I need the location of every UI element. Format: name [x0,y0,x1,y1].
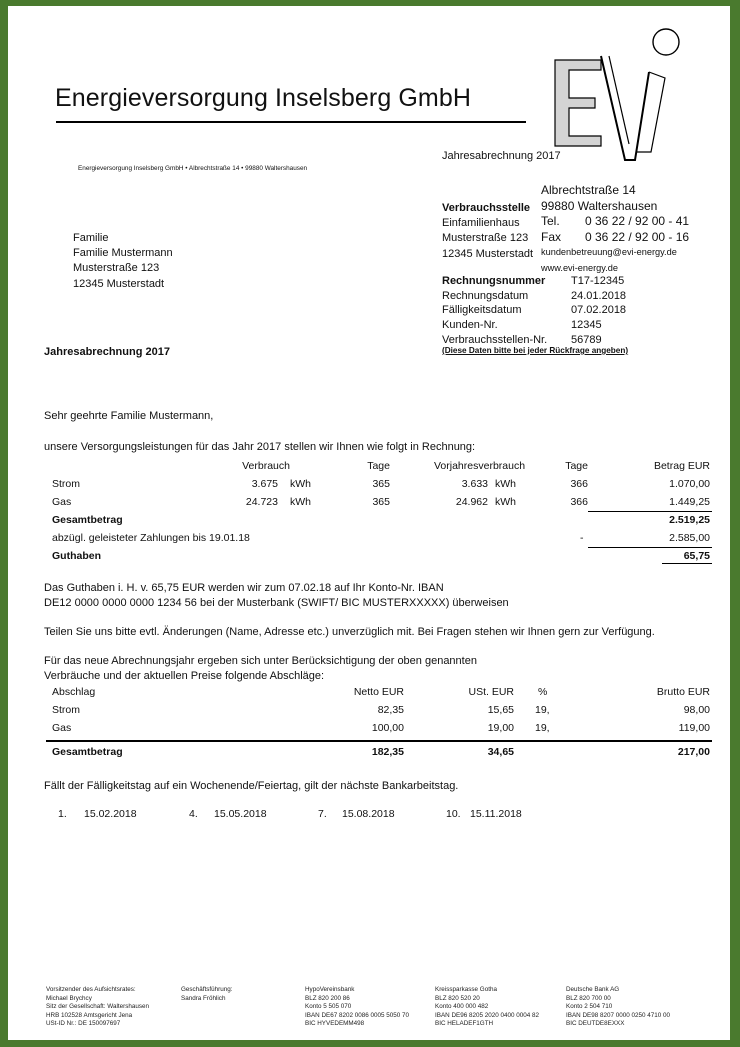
company-title: Energieversorgung Inselsberg GmbH [55,84,472,112]
col-header-netto: Netto EUR [353,686,404,698]
verbrauchsstelle-city: 12345 Musterstadt [442,247,534,260]
contact-tel: Tel. 0 36 22 / 92 00 - 41 [541,214,690,228]
paid-label: abzügl. geleisteter Zahlungen bis 19.01.18 [52,532,250,544]
credit-label: Guthaben [52,550,101,562]
row-tage: 365 [372,496,390,508]
abschlag-intro-line1: Für das neue Abrechnungsjahr ergeben sich unter Berücksichtigung der oben genannten [44,655,477,667]
credit-rule [588,547,712,548]
col-header-brutto: Brutto EUR [656,686,710,698]
abschlag-total-rule [46,740,712,742]
sender-address-line: Energieversorgung Inselsberg GmbH • Albrechtstraße 14 • 99880 Waltershausen [78,165,308,172]
invoice-info-values [571,274,626,348]
row-unit2: kWh [495,478,516,490]
footer-line: BLZ 820 520 20 [435,994,480,1002]
invoice-number: T17-12345 [571,275,625,287]
contact-web: www.evi-energy.de [541,262,618,273]
footer-line: BIC DEUTDE8EXXX [566,1020,625,1028]
footer-line: IBAN DE67 8202 0086 0005 5050 70 [305,1011,409,1019]
invoice-date-label: Rechnungsdatum [442,289,529,302]
due-date-number: 1. [58,808,67,820]
footer-line: HypoVereinsbank [305,986,355,993]
recipient-address [73,231,173,292]
footer-col-board [46,986,149,1029]
col-header-tage2: Tage [565,460,588,472]
verbrauchsstelle-label: Verbrauchsstelle [442,202,531,214]
due-date: 07.02.2018 [571,304,627,317]
row-brutto: 119,00 [678,722,710,734]
row-betrag: 1.449,25 [669,496,710,508]
customer-number-label: Kunden-Nr. [442,319,498,332]
row-vorjahr: 24.962 [455,496,488,508]
row-name: Gas [52,496,72,508]
row-verbrauch: 3.675 [251,478,278,490]
row-unit: kWh [290,478,311,490]
invoice-number-label: Rechnungsnummer [442,275,546,287]
col-header-ust: USt. EUR [468,686,514,698]
verbrauchsstelle-block [442,201,533,262]
recipient-line: Familie [73,232,109,244]
contact-email: kundenbetreuung@evi-energy.de [541,247,677,257]
footer-line: Sitz der Gesellschaft: Waltershausen [46,1003,150,1011]
footer-line: USt-ID Nr.: DE 150097697 [46,1020,121,1028]
due-date-value: 15.08.2018 [342,808,395,820]
footer-line: Deutsche Bank AG [566,986,620,993]
row-tage2: 366 [570,478,588,490]
due-date-value: 15.02.2018 [84,808,137,820]
due-date-value: 15.05.2018 [214,808,267,820]
footer-line: IBAN DE96 8205 2020 0400 0004 82 [435,1011,539,1019]
col-header-verbrauch: Verbrauch [242,460,290,472]
reference-note: (Diese Daten bitte bei jeder Rückfrage angeben) [442,346,629,355]
row-betrag: 1.070,00 [669,478,710,490]
document-label: Jahresabrechnung 2017 [442,150,561,162]
col-header-pct: % [538,686,548,698]
row-name: Strom [52,478,81,490]
weekend-note: Fällt der Fälligkeitstag auf ein Wochenende/Feiertag, gilt der nächste Bankarbeitstag. [44,780,459,792]
credit-text-line1: Das Guthaben i. H. v. 65,75 EUR werden wir zum 07.02.18 auf Ihr Konto-Nr. IBAN [44,582,444,594]
row-name: Strom [52,704,81,716]
due-date-number: 7. [318,808,327,820]
customer-number: 12345 [571,319,602,332]
due-date-label: Fälligkeitsdatum [442,304,522,317]
footer-line: BIC HELADEF1GTH [435,1020,494,1028]
row-unit2: kWh [495,496,516,508]
footer-col-bank2 [435,986,539,1029]
contact-block [541,183,689,276]
col-header-abschlag: Abschlag [52,686,96,698]
footer-line: Konto 2 504 710 [566,1003,613,1011]
total-value: 2.519,25 [669,514,710,526]
footer-line: Michael Brychcy [46,994,92,1002]
row-verbrauch: 24.723 [245,496,278,508]
footer-line: Sandra Fröhlich [181,994,226,1002]
footer-line: IBAN DE98 8207 0000 0250 4710 00 [566,1011,670,1019]
footer-col-bank1 [305,986,409,1029]
footer-line: HRB 102528 Amtsgericht Jena [46,1011,133,1019]
row-ust: 15,65 [487,704,514,716]
abschlag-total-label: Gesamtbetrag [52,746,123,758]
row-pct: 19, [535,704,550,716]
footer-line: Vorsitzender des Aufsichtsrates: [46,986,136,993]
invoice-date: 24.01.2018 [571,289,627,302]
col-header-vorjahr: Vorjahresverbrauch [434,460,526,472]
intro-text: unsere Versorgungsleistungen für das Jahr 2017 stellen wir Ihnen wie folgt in Rechnung: [44,441,476,453]
row-netto: 100,00 [371,722,404,734]
invoice-page [8,6,730,1040]
recipient-line: Familie Mustermann [73,247,173,260]
contact-city: 99880 Waltershausen [541,198,658,213]
footer-line: BLZ 820 700 00 [566,994,611,1002]
row-tage2: 366 [570,496,588,508]
col-header-tage: Tage [367,460,390,472]
footer-line: BLZ 820 200 86 [305,994,350,1002]
footer-line: BIC HYVEDEMM498 [305,1020,365,1028]
row-name: Gas [52,722,72,734]
title-rule [56,121,526,123]
contact-fax: Fax 0 36 22 / 92 00 - 16 [541,229,690,244]
footer-line: Konto 400 000 482 [435,1003,489,1011]
due-date-number: 10. [446,808,461,820]
invoice-info-labels [442,274,547,348]
row-pct: 19, [535,722,550,734]
abschlag-total-netto: 182,35 [371,746,404,758]
recipient-line: 12345 Musterstadt [73,277,165,290]
row-ust: 19,00 [487,722,514,734]
recipient-line: Musterstraße 123 [73,262,160,275]
subject-line: Jahresabrechnung 2017 [44,346,170,358]
meter-number: 56789 [571,333,602,346]
row-vorjahr: 3.633 [461,478,488,490]
total-label: Gesamtbetrag [52,514,123,526]
due-date-number: 4. [189,808,198,820]
changes-text: Teilen Sie uns bitte evtl. Änderungen (Name, Adresse etc.) unverzüglich mit. Bei Fragen stehen wir Ihnen gern zur Verfügung. [44,626,655,638]
row-tage: 365 [372,478,390,490]
footer-col-management [181,986,232,1003]
verbrauchsstelle-street: Musterstraße 123 [442,232,529,245]
salutation: Sehr geehrte Familie Mustermann, [44,410,214,422]
footer-line: Geschäftsführung: [181,986,233,993]
col-header-betrag: Betrag EUR [653,460,710,472]
subtotal-rule [588,511,712,512]
abschlag-intro-line2: Verbräuche und der aktuellen Preise folgende Abschläge: [44,670,325,682]
verbrauchsstelle-type: Einfamilienhaus [442,217,520,230]
paid-value: 2.585,00 [669,532,710,544]
paid-sign: - [580,532,584,544]
contact-street: Albrechtstraße 14 [541,183,636,197]
abschlag-total-ust: 34,65 [487,746,514,758]
footer-line: Konto 5 505 070 [305,1003,352,1011]
footer-col-bank3 [566,986,670,1029]
credit-underline [662,563,712,564]
abschlag-total-brutto: 217,00 [677,746,710,758]
row-netto: 82,35 [377,704,404,716]
row-unit: kWh [290,496,311,508]
due-date-value: 15.11.2018 [470,808,522,820]
meter-number-label: Verbrauchsstellen-Nr. [442,333,548,346]
credit-value: 65,75 [683,550,710,562]
credit-text-line2: DE12 0000 0000 0000 1234 56 bei der Musterbank (SWIFT/ BIC MUSTERXXXXX) überweisen [44,597,509,609]
row-brutto: 98,00 [683,704,710,716]
evi-logo-icon [553,20,683,180]
footer-line: Kreissparkasse Gotha [435,986,497,993]
